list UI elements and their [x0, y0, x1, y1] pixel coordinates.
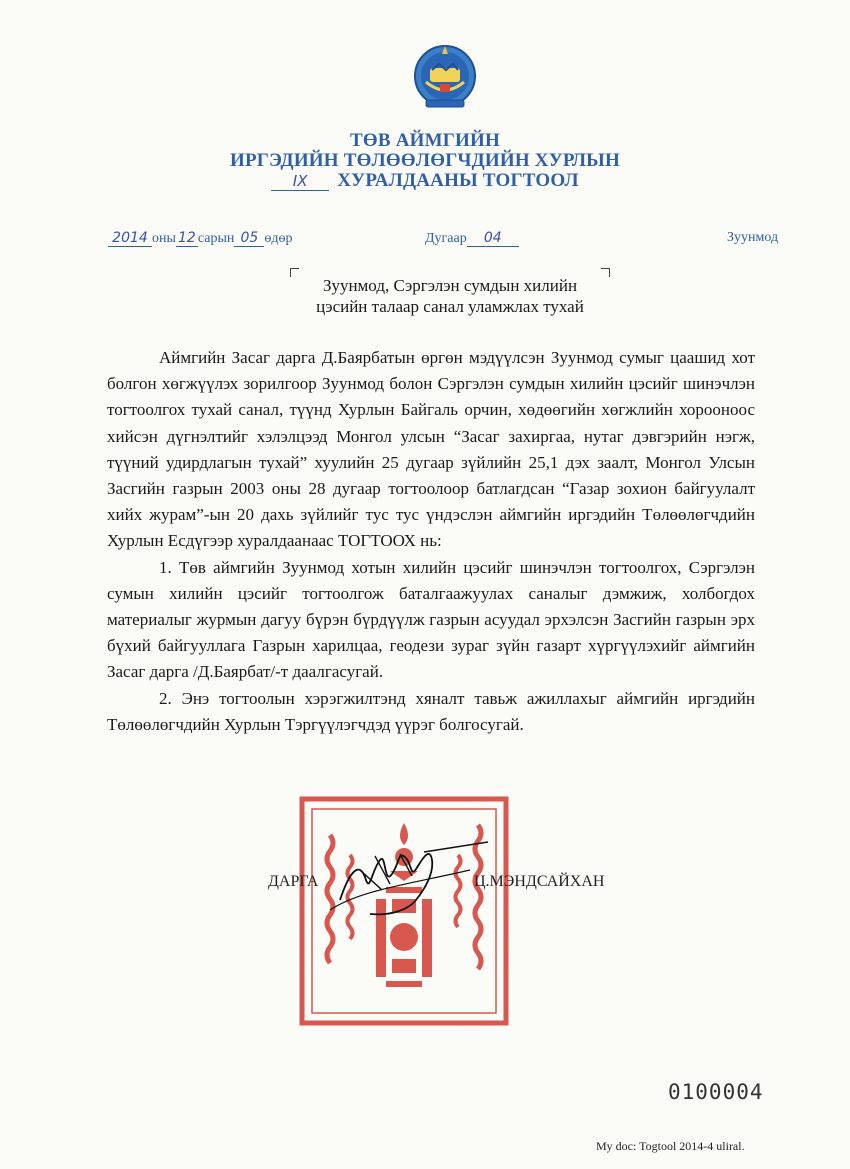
body-item-2: 2. Энэ тогтоолын хэрэгжилтэнд хяналт тавьж ажиллахыг аймгийн иргэдийн Төлөөлөгчдийн Хурлын Тэргүүлэгчдэд үүрэг болгосугай.	[107, 688, 755, 734]
signatory-title: ДАРГА	[268, 873, 319, 890]
resolution-number-field	[425, 230, 519, 247]
subject-line-2: цэсийн талаар санал уламжлах тухай	[316, 297, 584, 316]
resolution-body	[107, 345, 755, 738]
session-number: IX	[271, 172, 329, 191]
date-month: 12	[176, 230, 198, 247]
resolution-number-label: Дугаар	[425, 231, 467, 246]
header-resolution-label: ХУРАЛДААНЫ ТОГТООЛ	[337, 170, 579, 191]
header-resolution	[0, 170, 850, 192]
state-emblem-icon	[412, 40, 478, 112]
date-year: 2014	[108, 230, 152, 247]
handwritten-signature	[320, 830, 490, 925]
date-day: 05	[234, 230, 264, 247]
date-year-label: оны	[152, 231, 176, 246]
header-council: ИРГЭДИЙН ТӨЛӨӨЛӨГЧДИЙН ХУРЛЫН	[229, 150, 621, 171]
body-item-1: 1. Төв аймгийн Зуунмод хотын хилийн цэсийг шинэчлэн тогтоолгох, Сэргэлэн сумын хилийн цэсийг тогтоолгож баталгаажуулах саналыг дэмжиж, холбогдох материалыг журмын дагуу бүрэн бүрдүүлж газрын асуудал эрхэлсэн Засгийн газрын эрх бүхий байгууллага Газрын харилцаа, геодези зураг зүйн газарт хүргүүлэхийг аймгийн Засаг дарга /Д.Баярбат/-т даалгасугай.	[107, 557, 755, 682]
date-month-label: сарын	[197, 231, 235, 246]
signatory-name: Ц.МЭНДСАЙХАН	[474, 873, 605, 890]
header-aimag: ТӨВ АЙМГИЙН	[350, 130, 500, 151]
date-day-label: өдөр	[264, 231, 293, 246]
subject-line-1: Зуунмод, Сэргэлэн сумдын хилийн	[322, 276, 578, 295]
subject-title	[290, 275, 610, 317]
footer-note: My doc: Togtool 2014-4 uliral.	[596, 1139, 745, 1153]
date-field	[108, 230, 293, 247]
subject-block	[290, 268, 610, 328]
place: Зуунмод	[727, 230, 779, 245]
body-intro-paragraph: Аймгийн Засаг дарга Д.Баярбатын өргөн мэдүүлсэн Зуунмод сумыг цаашид хот болгон хөгжүүлэх зорилгоор Зуунмод болон Сэргэлэн сумдын хилийн цэсийг шинэчлэн тогтоолгох тухай санал, түүнд Хурлын Байгаль орчин, хөдөөгийн хөгжлийн хорооноос хийсэн дүгнэлтийг хэлэлцээд Монгол улсын “Засаг захиргаа, нутаг дэвгэрийн нэгж, түүний удирдлагын тухай” хуулийн 25 дугаар зүйлийн 25,1 дэх заалт, Монгол Улсын Засгийн газрын 2003 оны 28 дугаар тогтоолоор батлагдсан “Газар зохион байгуулалт хийх журам”-ын 20 дахь зүйлийг тус тус үндэслэн аймгийн иргэдийн Төлөөлөгчдийн Хурлын Есдүгээр хуралдаанаас ТОГТООХ нь:	[107, 348, 755, 551]
registry-number: 0100004	[668, 1080, 764, 1104]
resolution-number: 04	[467, 230, 519, 247]
